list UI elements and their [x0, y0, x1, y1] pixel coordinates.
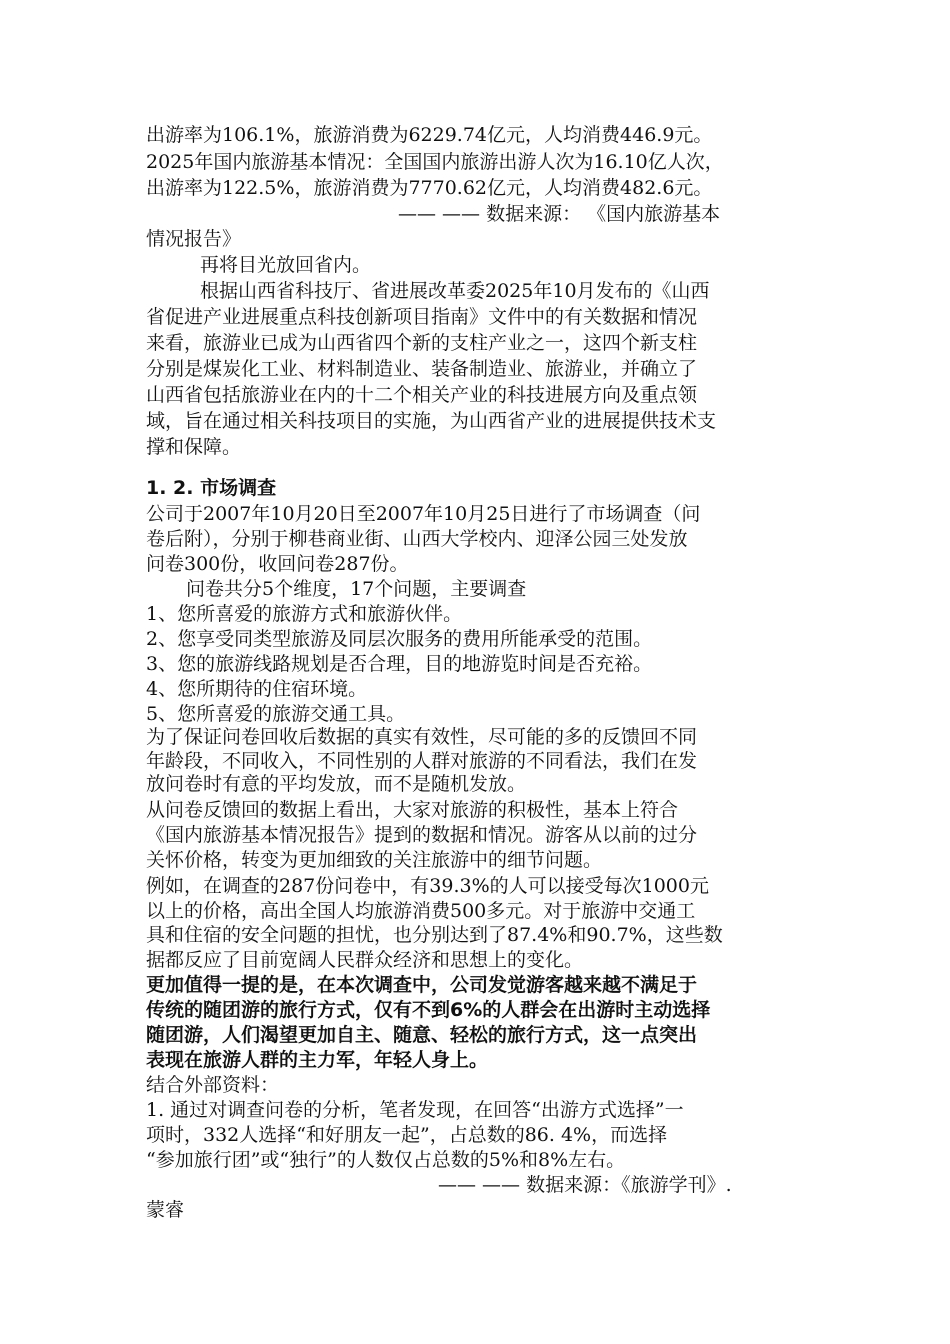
- text-line: 为了保证问卷回收后数据的真实有效性，尽可能的多的反馈回不同: [146, 726, 698, 748]
- text-line: 域，旨在通过相关科技项目的实施，为山西省产业的进展提供技术支: [146, 410, 717, 432]
- text-line: 1. 通过对调查问卷的分析，笔者发现，在回答“出游方式选择”一: [146, 1099, 684, 1121]
- text-line: 问卷共分5个维度，17个问题，主要调查: [186, 578, 527, 600]
- source-citation: —— —— 数据来源：《旅游学刊》.: [438, 1174, 732, 1196]
- text-line: 撑和保障。: [146, 436, 242, 458]
- text-line: 据都反应了目前宽阔人民群众经济和思想上的变化。: [146, 949, 584, 971]
- text-line: 出游率为122.5%，旅游消费为7770.62亿元，人均消费482.6元。: [146, 177, 713, 199]
- text-line: 山西省包括旅游业在内的十二个相关产业的科技进展方向及重点领: [146, 384, 698, 406]
- text-line: 再将目光放回省内。: [200, 254, 372, 276]
- source-citation: —— —— 数据来源： 《国内旅游基本: [398, 203, 721, 225]
- text-line: 放问卷时有意的平均发放，而不是随机发放。: [146, 773, 527, 795]
- text-line: 情况报告》: [146, 228, 242, 250]
- text-line: 年龄段，不同收入，不同性别的人群对旅游的不同看法，我们在发: [146, 750, 698, 772]
- text-line: 省促进产业进展重点科技创新项目指南》文件中的有关数据和情况: [146, 306, 698, 328]
- text-line: “参加旅行团”或“独行”的人数仅占总数的5%和8%左右。: [146, 1149, 626, 1171]
- text-line: 公司于2007年10月20日至2007年10月25日进行了市场调查（问: [146, 503, 701, 525]
- text-line: 出游率为106.1%，旅游消费为6229.74亿元，人均消费446.9元。: [146, 124, 713, 146]
- emphasis-line: 更加值得一提的是，在本次调查中，公司发觉游客越来越不满足于: [146, 974, 698, 996]
- text-line: 具和住宿的安全问题的担忧，也分别达到了87.4%和90.7%，这些数: [146, 924, 723, 946]
- list-item: 2、您享受同类型旅游及同层次服务的费用所能承受的范围。: [146, 628, 653, 650]
- text-line: 分别是煤炭化工业、材料制造业、装备制造业、旅游业，并确立了: [146, 358, 698, 380]
- text-line: 从问卷反馈回的数据上看出，大家对旅游的积极性，基本上符合: [146, 799, 679, 821]
- text-line: 卷后附），分别于柳巷商业街、山西大学校内、迎泽公园三处发放: [146, 528, 688, 550]
- text-line: 来看，旅游业已成为山西省四个新的支柱产业之一，这四个新支柱: [146, 332, 698, 354]
- text-line: 结合外部资料：: [146, 1074, 280, 1096]
- text-line: 蒙睿: [146, 1199, 185, 1221]
- text-line: 《国内旅游基本情况报告》提到的数据和情况。游客从以前的过分: [146, 824, 698, 846]
- text-line: 关怀价格，转变为更加细致的关注旅游中的细节问题。: [146, 849, 603, 871]
- text-line: 问卷300份，收回问卷287份。: [146, 553, 409, 575]
- list-item: 5、您所喜爱的旅游交通工具。: [146, 703, 406, 725]
- text-line: 以上的价格，高出全国人均旅游消费500多元。对于旅游中交通工: [146, 900, 696, 922]
- emphasis-line: 表现在旅游人群的主力军，年轻人身上。: [146, 1049, 489, 1071]
- emphasis-line: 随团游，人们渴望更加自主、随意、轻松的旅行方式，这一点突出: [146, 1024, 698, 1046]
- list-item: 1、您所喜爱的旅游方式和旅游伙伴。: [146, 603, 463, 625]
- section-heading: 1. 2. 市场调查: [146, 477, 277, 499]
- emphasis-line: 传统的随团游的旅行方式，仅有不到6%的人群会在出游时主动选择: [146, 999, 711, 1021]
- text-line: 项时，332人选择“和好朋友一起”，占总数的86. 4%，而选择: [146, 1124, 668, 1146]
- text-line: 例如，在调查的287份问卷中，有39.3%的人可以接受每次1000元: [146, 875, 709, 897]
- text-line: 2025年国内旅游基本情况：全国国内旅游出游人次为16.10亿人次，: [146, 151, 724, 173]
- text-line: 根据山西省科技厅、省进展改革委2025年10月发布的《山西: [200, 280, 710, 302]
- list-item: 3、您的旅游线路规划是否合理，目的地游览时间是否充裕。: [146, 653, 653, 675]
- list-item: 4、您所期待的住宿环境。: [146, 678, 368, 700]
